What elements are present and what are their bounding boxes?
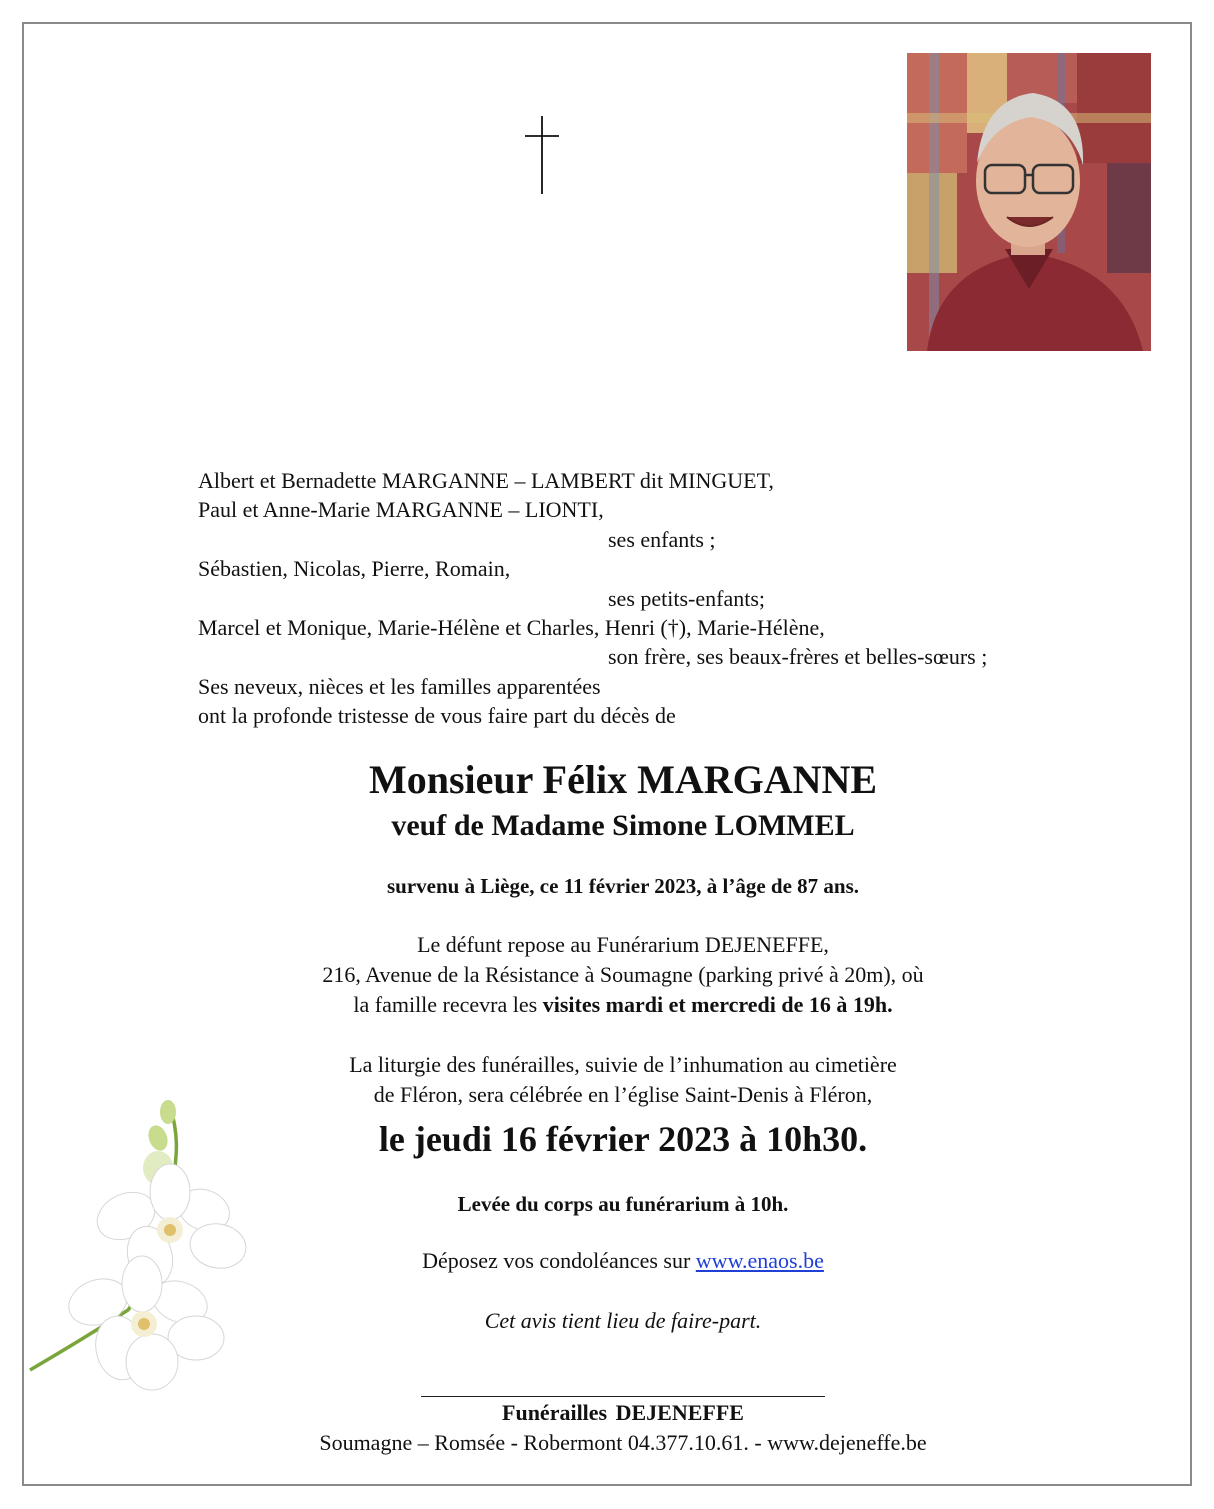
death-info: survenu à Liège, ce 11 février 2023, à l’âge de 87 ans. <box>386 874 860 898</box>
visits-prefix: la famille recevra les <box>353 992 543 1017</box>
firm-name: Funérailles DEJENEFFE <box>502 1400 744 1425</box>
liturgy-line: La liturgie des funérailles, suivie de l’inhumation au cimetière <box>349 1052 897 1077</box>
funerarium-line: 216, Avenue de la Résistance à Soumagne (parking privé à 20m), où <box>322 962 924 987</box>
deceased-name: Monsieur Félix MARGANNE <box>368 757 878 802</box>
firm-contact: Soumagne – Romsée - Robermont 04.377.10.61. - www.dejeneffe.be <box>319 1430 927 1455</box>
family-line: Marcel et Monique, Marie-Hélène et Charles, Henri (†), Marie-Hélène, <box>198 614 825 640</box>
family-line: Albert et Bernadette MARGANNE – LAMBERT dit MINGUET, <box>198 468 774 493</box>
family-line: Sébastien, Nicolas, Pierre, Romain, <box>198 556 511 582</box>
visits-hours: visites mardi et mercredi de 16 à 19h. <box>542 992 893 1017</box>
notice-text: Cet avis tient lieu de faire-part. <box>484 1308 762 1333</box>
funerarium-line: Le défunt repose au Funérarium DEJENEFFE, <box>417 932 829 957</box>
family-list <box>198 466 1098 731</box>
family-role: ses petits-enfants; <box>608 585 766 611</box>
footer-divider <box>421 1396 825 1397</box>
widow-of: veuf de Madame Simone LOMMEL <box>391 809 855 842</box>
ceremony-date: le jeudi 16 février 2023 à 10h30. <box>378 1119 868 1159</box>
funerarium-info <box>0 930 1214 1020</box>
family-line: Paul et Anne-Marie MARGANNE – LIONTI, <box>198 497 604 523</box>
levee-info: Levée du corps au funérarium à 10h. <box>457 1192 789 1216</box>
funerarium-line <box>0 990 1214 1020</box>
cross-icon <box>520 116 564 194</box>
family-role: ses enfants ; <box>608 526 716 552</box>
liturgy-line: de Fléron, sera célébrée en l’église Saint-Denis à Fléron, <box>373 1082 873 1107</box>
condolences-prefix: Déposez vos condoléances sur <box>422 1248 696 1273</box>
orchid-decoration <box>28 1098 268 1398</box>
portrait-photo <box>907 53 1151 351</box>
family-line: Ses neveux, nièces et les familles apparentées <box>198 673 601 699</box>
family-role: son frère, ses beaux-frères et belles-sœurs ; <box>608 644 988 670</box>
family-line: ont la profonde tristesse de vous faire part du décès de <box>198 703 676 729</box>
condolences-link[interactable]: www.enaos.be <box>695 1248 824 1273</box>
